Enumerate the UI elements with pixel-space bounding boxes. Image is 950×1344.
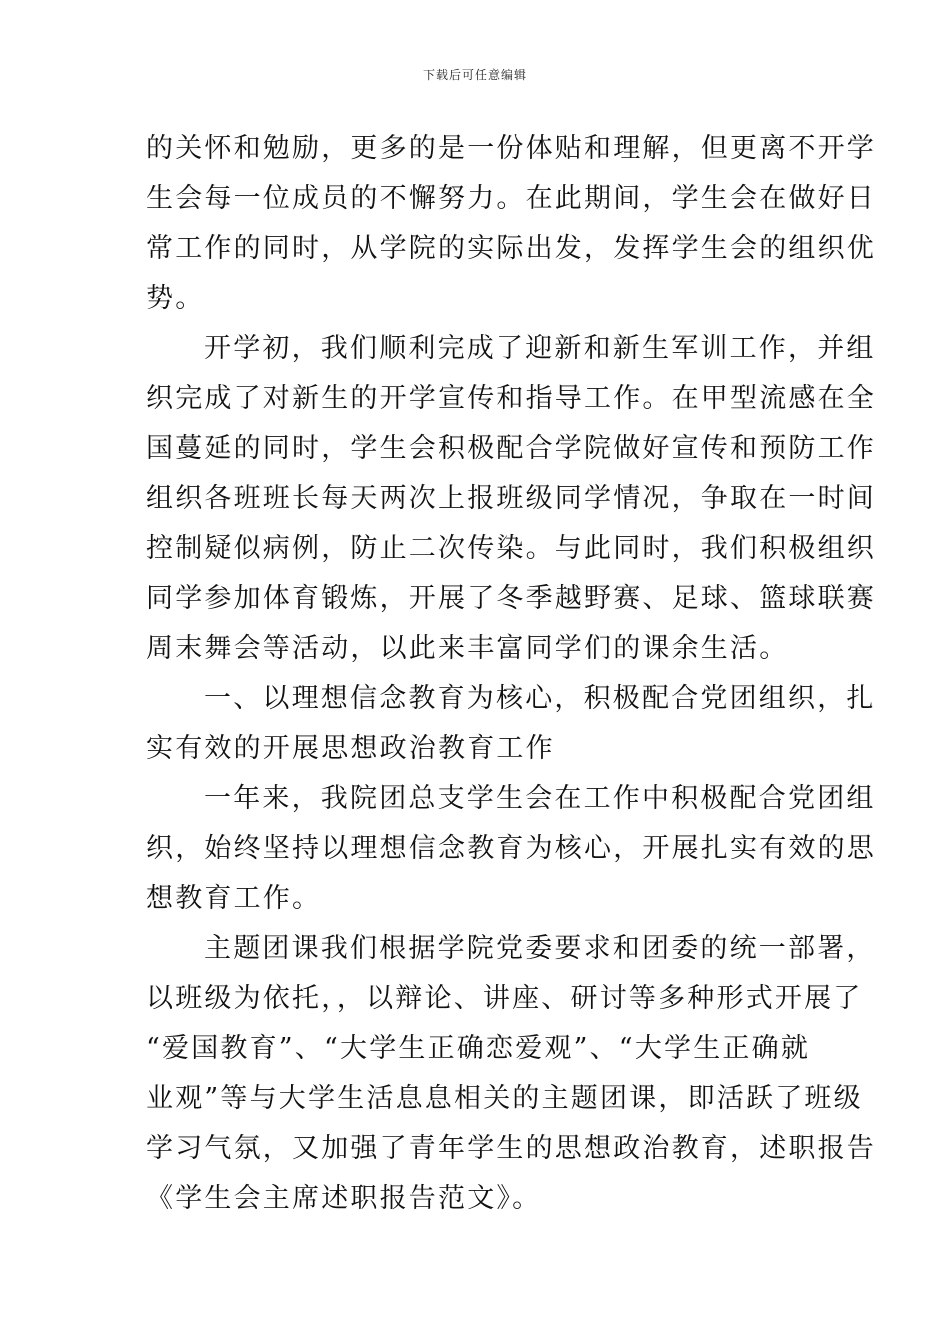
text-line: 以班级为依托，，以辩论、讲座、研讨等多种形式开展了 [146, 983, 863, 1014]
text-line: 生会每一位成员的不懈努力。在此期间，学生会在做好日 [146, 183, 876, 214]
text-line: 开学初，我们顺利完成了迎新和新生军训工作，并组 [204, 333, 876, 364]
paragraph-3 [146, 774, 876, 924]
text-line: 想教育工作。 [146, 883, 322, 914]
text-line: 势。 [146, 283, 205, 314]
text-line: 学习气氛，又加强了青年学生的思想政治教育，述职报告 [146, 1133, 876, 1164]
text-line: 的关怀和勉励，更多的是一份体贴和理解，但更离不开学 [146, 133, 876, 164]
document-body [146, 124, 876, 1224]
text-line: 控制疑似病例，防止二次传染。与此同时，我们积极组织 [146, 533, 876, 564]
text-line: 《学生会主席述职报告范文》。 [146, 1183, 542, 1214]
text-line: 一年来，我院团总支学生会在工作中积极配合党团组 [204, 783, 876, 814]
text-line: 常工作的同时，从学院的实际出发，发挥学生会的组织优 [146, 233, 876, 264]
text-line: 一、以理想信念教育为核心，积极配合党团组织，扎 [204, 683, 876, 714]
page-header: 下载后可任意编辑 [422, 68, 527, 82]
section-heading [146, 674, 876, 774]
paragraph-2 [146, 324, 876, 674]
text-line: 主题团课我们根据学院党委要求和团委的统一部署， [204, 933, 876, 964]
text-line: 实有效的开展思想政治教育工作 [146, 733, 555, 764]
text-line: 国蔓延的同时，学生会积极配合学院做好宣传和预防工作 [146, 433, 876, 464]
text-line: 织，始终坚持以理想信念教育为核心，开展扎实有效的思 [146, 833, 876, 864]
paragraph-4 [146, 924, 876, 1224]
text-line: 织完成了对新生的开学宣传和指导工作。在甲型流感在全 [146, 383, 876, 414]
text-line: 同学参加体育锻炼，开展了冬季越野赛、足球、篮球联赛 [146, 583, 876, 614]
text-line: 业观”等与大学生活息息相关的主题团课，即活跃了班级 [146, 1083, 863, 1114]
paragraph-1 [146, 124, 876, 324]
text-line: 组织各班班长每天两次上报班级同学情况，争取在一时间 [146, 483, 876, 514]
text-line: 周末舞会等活动，以此来丰富同学们的课余生活。 [146, 633, 789, 664]
text-line: “爱国教育”、“大学生正确恋爱观”、“大学生正确就 [146, 1033, 811, 1064]
